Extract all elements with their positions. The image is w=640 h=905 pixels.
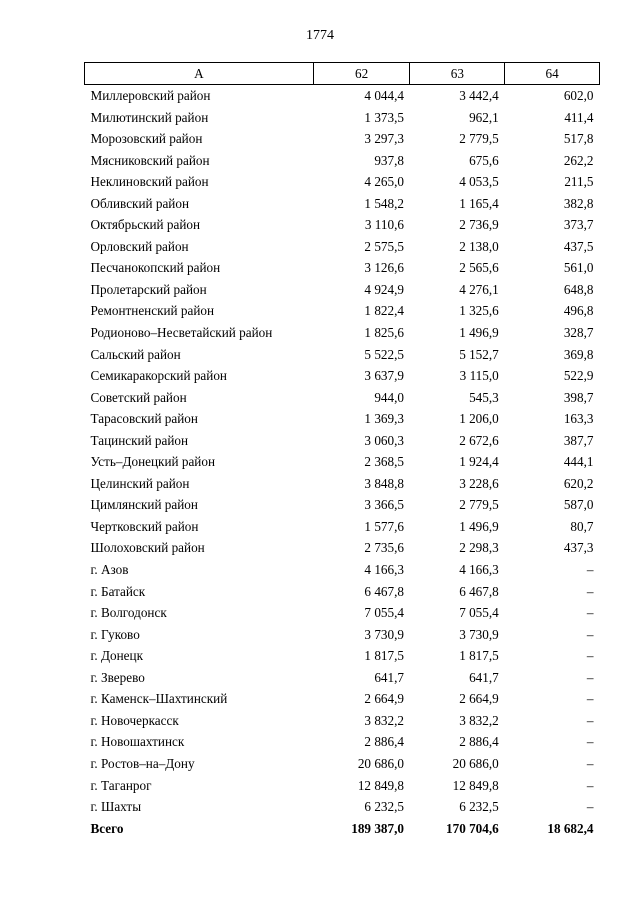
value-col-62: 944,0 xyxy=(374,389,404,405)
row-name: Милютинский район xyxy=(90,109,209,125)
row-name: г. Новочеркасск xyxy=(90,712,179,728)
row-name: Обливский район xyxy=(90,195,190,211)
value-col-63: 5 152,7 xyxy=(459,346,499,362)
value-col-63: 3 832,2 xyxy=(459,712,499,728)
value-col-64: 373,7 xyxy=(563,217,594,233)
value-col-62: 3 297,3 xyxy=(364,131,404,147)
value-col-62: 7 055,4 xyxy=(364,605,404,621)
row-name: Родионово–Несветайский район xyxy=(90,325,273,341)
value-col-64: 437,5 xyxy=(563,238,594,254)
table-header-row xyxy=(85,63,600,85)
value-col-64: 587,0 xyxy=(563,497,594,513)
column-header-63: 63 xyxy=(410,63,505,85)
value-col-63: 1 496,9 xyxy=(459,518,499,534)
value-col-62: 2 575,5 xyxy=(364,238,404,254)
value-col-62: 3 848,8 xyxy=(364,475,404,491)
value-col-62: 12 849,8 xyxy=(357,777,404,793)
table-row xyxy=(85,451,600,473)
table-row xyxy=(85,150,600,172)
value-col-62: 2 368,5 xyxy=(364,454,404,470)
value-col-63: 545,3 xyxy=(469,389,499,405)
value-col-62: 1 822,4 xyxy=(364,303,404,319)
table-row xyxy=(85,602,600,624)
value-col-62: 6 232,5 xyxy=(364,799,404,815)
value-col-63: 2 298,3 xyxy=(459,540,499,556)
value-col-64: 163,3 xyxy=(563,411,594,427)
table-row xyxy=(85,775,600,797)
value-col-62: 1 577,6 xyxy=(364,518,404,534)
table-row xyxy=(85,494,600,516)
table-row xyxy=(85,516,600,538)
value-col-64: 18 682,4 xyxy=(547,820,594,836)
row-name: г. Гуково xyxy=(90,626,140,642)
value-col-62: 1 817,5 xyxy=(364,648,404,664)
value-col-64: 382,8 xyxy=(563,195,594,211)
table-row xyxy=(85,688,600,710)
value-col-62: 3 832,2 xyxy=(364,712,404,728)
value-col-64: 444,1 xyxy=(563,454,594,470)
value-col-64: 398,7 xyxy=(563,389,594,405)
value-col-62: 4 166,3 xyxy=(364,562,404,578)
row-name: Октябрьский район xyxy=(90,217,201,233)
table-row xyxy=(85,581,600,603)
value-col-64: – xyxy=(586,734,594,750)
value-col-63: 3 228,6 xyxy=(459,475,499,491)
value-col-62: 3 126,6 xyxy=(364,260,404,276)
value-col-64: 211,5 xyxy=(564,174,594,190)
value-col-62: 5 522,5 xyxy=(364,346,404,362)
row-name: Советский район xyxy=(90,389,187,405)
row-name: Орловский район xyxy=(90,238,189,254)
row-name: Ремонтненский район xyxy=(90,303,215,319)
table-row xyxy=(85,430,600,452)
value-col-62: 4 044,4 xyxy=(364,88,404,103)
column-header-64: 64 xyxy=(505,63,600,85)
table-row xyxy=(85,537,600,559)
value-col-63: 1 206,0 xyxy=(459,411,499,427)
table-row xyxy=(85,214,600,236)
value-col-64: 648,8 xyxy=(563,281,594,297)
row-name: Пролетарский район xyxy=(90,281,207,297)
table-row xyxy=(85,365,600,387)
value-col-63: 1 325,6 xyxy=(459,303,499,319)
value-col-64: – xyxy=(586,712,594,728)
table-row xyxy=(85,322,600,344)
value-col-64: – xyxy=(586,605,594,621)
row-name: Семикаракорский район xyxy=(90,368,227,384)
row-name: г. Каменск–Шахтинский xyxy=(90,691,228,707)
row-name: г. Новошахтинск xyxy=(90,734,185,750)
table-row xyxy=(85,193,600,215)
row-name: г. Азов xyxy=(90,562,129,578)
table-body xyxy=(85,85,600,840)
value-col-62: 4 924,9 xyxy=(364,281,404,297)
value-col-62: 1 373,5 xyxy=(364,109,404,125)
value-col-63: 3 115,0 xyxy=(459,368,499,384)
table-row xyxy=(85,387,600,409)
value-col-63: 4 166,3 xyxy=(459,562,499,578)
table-row xyxy=(85,473,600,495)
row-name: г. Ростов–на–Дону xyxy=(90,755,195,771)
table-row xyxy=(85,645,600,667)
value-col-64: 437,3 xyxy=(563,540,594,556)
value-col-62: 4 265,0 xyxy=(364,174,404,190)
value-col-64: – xyxy=(586,583,594,599)
table-row xyxy=(85,128,600,150)
value-col-62: 937,8 xyxy=(374,152,404,168)
row-name: г. Таганрог xyxy=(90,777,152,793)
value-col-63: 2 779,5 xyxy=(459,131,499,147)
value-col-63: 2 886,4 xyxy=(459,734,499,750)
value-col-64: 328,7 xyxy=(563,325,594,341)
row-name: Цимлянский район xyxy=(90,497,198,513)
value-col-63: 20 686,0 xyxy=(452,755,499,771)
value-col-63: 7 055,4 xyxy=(459,605,499,621)
value-col-62: 1 548,2 xyxy=(364,195,404,211)
row-name: Целинский район xyxy=(90,475,190,491)
table-row xyxy=(85,667,600,689)
column-header-62: 62 xyxy=(313,63,410,85)
table-row xyxy=(85,559,600,581)
row-name: Песчанокопский район xyxy=(90,260,221,276)
value-col-62: 6 467,8 xyxy=(364,583,404,599)
value-col-63: 962,1 xyxy=(469,109,499,125)
page-number: 1774 xyxy=(306,28,334,43)
value-col-63: 2 138,0 xyxy=(459,238,499,254)
value-col-64: – xyxy=(586,562,594,578)
value-col-63: 3 730,9 xyxy=(459,626,499,642)
value-col-62: 3 110,6 xyxy=(364,217,404,233)
value-col-64: – xyxy=(586,626,594,642)
value-col-63: 2 672,6 xyxy=(459,432,499,448)
table-row xyxy=(85,236,600,258)
value-col-64: 262,2 xyxy=(563,152,594,168)
value-col-64: 602,0 xyxy=(563,88,594,103)
value-col-62: 1 825,6 xyxy=(364,325,404,341)
table-row xyxy=(85,300,600,322)
value-col-63: 4 053,5 xyxy=(459,174,499,190)
table-row xyxy=(85,731,600,753)
value-col-63: 1 165,4 xyxy=(459,195,499,211)
value-col-64: – xyxy=(586,755,594,771)
value-col-63: 2 736,9 xyxy=(459,217,499,233)
value-col-64: 496,8 xyxy=(563,303,594,319)
value-col-63: 2 664,9 xyxy=(459,691,499,707)
value-col-64: 561,0 xyxy=(563,260,594,276)
table-row xyxy=(85,408,600,430)
table-row xyxy=(85,279,600,301)
row-name: г. Зверево xyxy=(90,669,145,685)
row-name: г. Батайск xyxy=(90,583,146,599)
value-col-64: 517,8 xyxy=(563,131,594,147)
value-col-64: 369,8 xyxy=(563,346,594,362)
value-col-64: 411,4 xyxy=(564,109,594,125)
value-col-63: 12 849,8 xyxy=(452,777,499,793)
value-col-63: 1 817,5 xyxy=(459,648,499,664)
value-col-62: 2 664,9 xyxy=(364,691,404,707)
row-name: Сальский район xyxy=(90,346,181,362)
value-col-62: 3 060,3 xyxy=(364,432,404,448)
value-col-64: 80,7 xyxy=(570,518,594,534)
row-name: Шолоховский район xyxy=(90,540,205,556)
value-col-63: 6 467,8 xyxy=(459,583,499,599)
table-row xyxy=(85,796,600,818)
total-row xyxy=(85,818,600,840)
value-col-63: 3 442,4 xyxy=(459,88,499,103)
value-col-63: 675,6 xyxy=(469,152,499,168)
row-name: г. Волгодонск xyxy=(90,605,167,621)
value-col-62: 3 637,9 xyxy=(364,368,404,384)
value-col-64: 522,9 xyxy=(563,368,594,384)
table-row xyxy=(85,107,600,129)
value-col-63: 6 232,5 xyxy=(459,799,499,815)
value-col-64: 387,7 xyxy=(563,432,594,448)
value-col-63: 170 704,6 xyxy=(446,820,499,836)
table-row xyxy=(85,85,600,107)
row-name: Тарасовский район xyxy=(90,411,198,427)
budget-table xyxy=(84,62,600,839)
table-row xyxy=(85,710,600,732)
value-col-64: – xyxy=(586,648,594,664)
column-header-a: А xyxy=(85,63,314,85)
value-col-63: 2 565,6 xyxy=(459,260,499,276)
value-col-64: – xyxy=(586,799,594,815)
value-col-64: – xyxy=(586,777,594,793)
value-col-62: 3 730,9 xyxy=(364,626,404,642)
value-col-63: 4 276,1 xyxy=(459,281,499,297)
value-col-62: 189 387,0 xyxy=(351,820,404,836)
value-col-63: 1 924,4 xyxy=(459,454,499,470)
value-col-62: 2 886,4 xyxy=(364,734,404,750)
table-row xyxy=(85,257,600,279)
value-col-62: 20 686,0 xyxy=(357,755,404,771)
row-name: Неклиновский район xyxy=(90,174,209,190)
row-name: Миллеровский район xyxy=(90,88,211,103)
value-col-62: 1 369,3 xyxy=(364,411,404,427)
row-name: Всего xyxy=(90,820,124,836)
value-col-63: 2 779,5 xyxy=(459,497,499,513)
row-name: г. Шахты xyxy=(90,799,142,815)
value-col-64: – xyxy=(586,669,594,685)
row-name: Морозовский район xyxy=(90,131,203,147)
row-name: Чертковский район xyxy=(90,518,199,534)
value-col-62: 3 366,5 xyxy=(364,497,404,513)
value-col-62: 2 735,6 xyxy=(364,540,404,556)
value-col-63: 1 496,9 xyxy=(459,325,499,341)
value-col-62: 641,7 xyxy=(374,669,404,685)
value-col-64: 620,2 xyxy=(563,475,594,491)
row-name: Тацинский район xyxy=(90,432,189,448)
value-col-63: 641,7 xyxy=(469,669,499,685)
table-row xyxy=(85,624,600,646)
row-name: г. Донецк xyxy=(90,648,143,664)
table-row xyxy=(85,753,600,775)
row-name: Усть–Донецкий район xyxy=(90,454,216,470)
row-name: Мясниковский район xyxy=(90,152,210,168)
table-row xyxy=(85,171,600,193)
value-col-64: – xyxy=(586,691,594,707)
table-row xyxy=(85,344,600,366)
